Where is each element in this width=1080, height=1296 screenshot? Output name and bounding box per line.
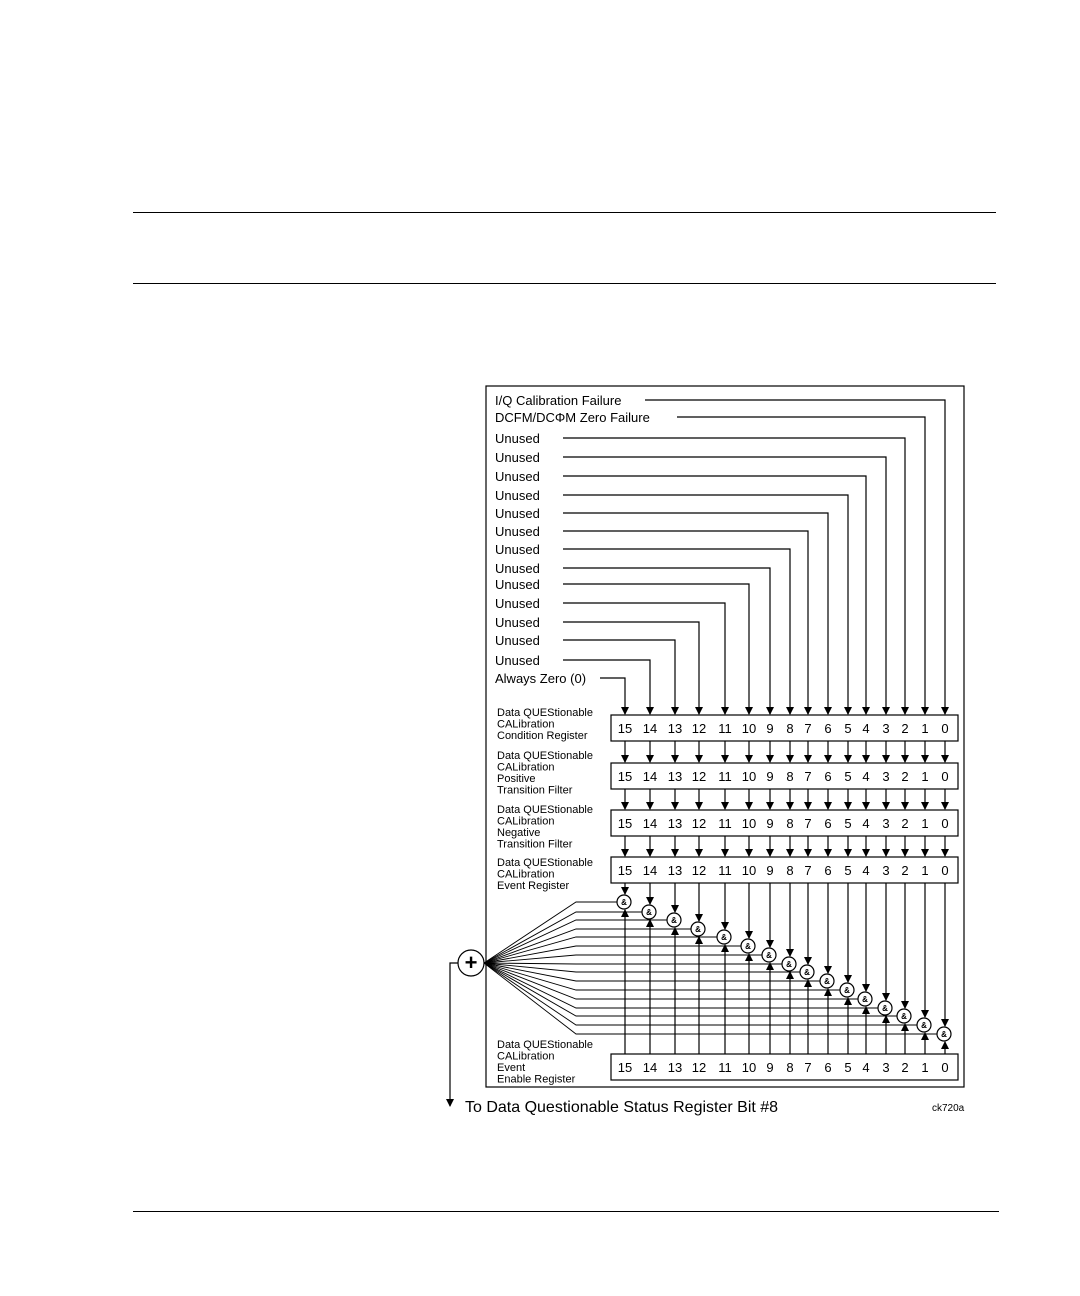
signal-line-bit-12 [563, 622, 699, 714]
signal-label-bit-7: Unused [495, 524, 540, 539]
bit-cell-10: 10 [741, 816, 757, 831]
signal-line-bit-5 [563, 495, 848, 714]
and-gate-symbol: & [621, 898, 627, 907]
bit-cell-15: 15 [617, 769, 633, 784]
bit-cell-9: 9 [766, 863, 774, 878]
signal-line-bit-15 [600, 678, 625, 714]
bit-cell-14: 14 [642, 769, 658, 784]
bit-cell-10: 10 [741, 1060, 757, 1075]
register-label-line: Data QUEStionable [497, 804, 593, 816]
bit-cell-3: 3 [882, 816, 890, 831]
bit-cell-1: 1 [921, 863, 929, 878]
register-label-line: Positive [497, 773, 536, 785]
bit-cell-8: 8 [786, 1060, 794, 1075]
bit-cell-14: 14 [642, 863, 658, 878]
bit-cell-3: 3 [882, 769, 890, 784]
signal-label-bit-10: Unused [495, 577, 540, 592]
signal-label-bit-12: Unused [495, 615, 540, 630]
register-label-line: Condition Register [497, 730, 588, 742]
bit-cell-9: 9 [766, 769, 774, 784]
bit-cell-4: 4 [862, 816, 870, 831]
signal-line-bit-14 [563, 660, 650, 714]
signal-label-bit-4: Unused [495, 469, 540, 484]
bit-cell-7: 7 [804, 769, 812, 784]
bit-cell-2: 2 [901, 721, 909, 736]
bit-cell-5: 5 [844, 721, 852, 736]
and-gate-symbol: & [766, 951, 772, 960]
signal-label-bit-1: DCFM/DCΦM Zero Failure [495, 410, 650, 425]
output-label: To Data Questionable Status Register Bit #8 [465, 1099, 779, 1116]
bit-cell-4: 4 [862, 1060, 870, 1075]
bit-cell-15: 15 [617, 863, 633, 878]
bit-cell-2: 2 [901, 1060, 909, 1075]
bit-cell-13: 13 [667, 769, 683, 784]
and-gate-symbol: & [844, 986, 850, 995]
bit-cell-5: 5 [844, 863, 852, 878]
and-gate-symbol: & [941, 1030, 947, 1039]
signal-line-bit-11 [563, 603, 725, 714]
and-gate-symbol: & [786, 960, 792, 969]
bit-cell-1: 1 [921, 769, 929, 784]
bit-cell-12: 12 [691, 1060, 707, 1075]
bit-cell-5: 5 [844, 1060, 852, 1075]
bit-cell-15: 15 [617, 721, 633, 736]
summary-or-gate [450, 950, 484, 1106]
bit-cell-0: 0 [941, 721, 949, 736]
bit-cell-14: 14 [642, 816, 658, 831]
bit-cell-7: 7 [804, 816, 812, 831]
bit-cell-7: 7 [804, 1060, 812, 1075]
bit-cell-15: 15 [617, 1060, 633, 1075]
and-gate-symbol: & [646, 908, 652, 917]
signal-line-bit-1 [677, 417, 925, 714]
gate-to-or-line-9 [484, 955, 762, 963]
bit-cell-2: 2 [901, 816, 909, 831]
gate-to-or-line-13 [484, 920, 667, 963]
bit-cell-3: 3 [882, 1060, 890, 1075]
signal-label-bit-3: Unused [495, 450, 540, 465]
register-label-line: CALibration [497, 761, 555, 774]
signal-label-bit-2: Unused [495, 431, 540, 446]
bit-cell-12: 12 [691, 721, 707, 736]
bit-cell-12: 12 [691, 769, 707, 784]
bit-cell-4: 4 [862, 769, 870, 784]
and-gate-symbol: & [882, 1004, 888, 1013]
gate-to-or-line-8 [484, 963, 782, 964]
bit-cell-6: 6 [824, 721, 832, 736]
signal-line-bit-0 [645, 400, 945, 714]
bit-cell-10: 10 [741, 863, 757, 878]
registers [497, 707, 958, 1086]
and-gate-symbol: & [745, 942, 751, 951]
register-label-line: Data QUEStionable [497, 750, 593, 762]
signal-label-bit-11: Unused [495, 596, 540, 611]
summary-output-line [450, 963, 458, 1106]
bit-cell-3: 3 [882, 863, 890, 878]
bit-cell-0: 0 [941, 863, 949, 878]
register-label-line: Data QUEStionable [497, 1039, 593, 1051]
register-label-line: Event Register [497, 880, 570, 892]
register-label-line: Event [497, 1062, 526, 1074]
bit-cell-4: 4 [862, 721, 870, 736]
bit-cell-11: 11 [718, 816, 732, 831]
and-gate-symbol: & [921, 1021, 927, 1030]
signal-label-bit-9: Unused [495, 561, 540, 576]
register-label-line: CALibration [497, 868, 555, 881]
gate-to-or-line-3 [484, 963, 878, 1008]
bit-cell-2: 2 [901, 769, 909, 784]
bit-cell-13: 13 [667, 721, 683, 736]
bit-cell-3: 3 [882, 721, 890, 736]
bit-cell-9: 9 [766, 1060, 774, 1075]
bit-cell-11: 11 [718, 863, 732, 878]
bit-cell-7: 7 [804, 721, 812, 736]
bit-cell-12: 12 [691, 816, 707, 831]
and-gate-symbol: & [901, 1012, 907, 1021]
bit-cell-8: 8 [786, 863, 794, 878]
bit-cell-2: 2 [901, 863, 909, 878]
bit-cell-9: 9 [766, 816, 774, 831]
register-label-line: CALibration [497, 1050, 555, 1063]
register-label-line: Transition Filter [497, 784, 573, 797]
register-label-line: Negative [497, 827, 541, 839]
bit-cell-0: 0 [941, 769, 949, 784]
bit-cell-15: 15 [617, 816, 633, 831]
register-label-line: CALibration [497, 718, 555, 731]
bit-cell-8: 8 [786, 816, 794, 831]
bit-cell-13: 13 [667, 816, 683, 831]
register-condition [497, 707, 958, 742]
signal-lines [495, 393, 945, 714]
bit-cell-1: 1 [921, 1060, 929, 1075]
bit-cell-6: 6 [824, 863, 832, 878]
bit-cell-14: 14 [642, 721, 658, 736]
signal-label-bit-15: Always Zero (0) [495, 671, 587, 686]
or-gate-symbol: + [464, 950, 478, 975]
bit-cell-10: 10 [741, 769, 757, 784]
bit-cell-0: 0 [941, 816, 949, 831]
and-gate-symbol: & [721, 933, 727, 942]
signal-label-bit-14: Unused [495, 653, 540, 668]
signal-label-bit-8: Unused [495, 542, 540, 557]
bit-cell-8: 8 [786, 769, 794, 784]
register-event-enable [497, 1039, 958, 1086]
bit-cell-11: 11 [718, 1060, 732, 1075]
signal-label-bit-13: Unused [495, 633, 540, 648]
register-negative-transition [497, 804, 958, 851]
and-gate-symbol: & [671, 916, 677, 925]
bit-cell-8: 8 [786, 721, 794, 736]
register-label-line: Enable Register [497, 1073, 576, 1086]
bit-cell-4: 4 [862, 863, 870, 878]
signal-line-bit-6 [563, 513, 828, 714]
signal-label-bit-5: Unused [495, 488, 540, 503]
signal-label-bit-6: Unused [495, 506, 540, 521]
register-label-line: Transition Filter [497, 838, 573, 851]
signal-label-bit-0: I/Q Calibration Failure [495, 393, 622, 408]
and-gate-symbol: & [804, 968, 810, 977]
bit-cell-12: 12 [691, 863, 707, 878]
register-label-line: Data QUEStionable [497, 857, 593, 869]
bit-cell-10: 10 [741, 721, 757, 736]
and-gate-symbol: & [824, 977, 830, 986]
signal-line-bit-8 [563, 549, 790, 714]
bit-cell-6: 6 [824, 769, 832, 784]
bit-cell-14: 14 [642, 1060, 658, 1075]
bit-cell-1: 1 [921, 816, 929, 831]
signal-line-bit-2 [563, 438, 905, 714]
register-label-line: CALibration [497, 815, 555, 828]
bit-cell-11: 11 [718, 769, 732, 784]
figure-id: ck720a [932, 1103, 965, 1114]
bit-cell-1: 1 [921, 721, 929, 736]
bit-cell-6: 6 [824, 816, 832, 831]
bit-cell-11: 11 [718, 721, 732, 736]
register-positive-transition [497, 750, 958, 797]
bit-cell-13: 13 [667, 1060, 683, 1075]
bit-cell-6: 6 [824, 1060, 832, 1075]
bit-cell-7: 7 [804, 863, 812, 878]
and-gates [484, 883, 951, 1054]
bit-cell-13: 13 [667, 863, 683, 878]
bit-cell-9: 9 [766, 721, 774, 736]
signal-line-bit-9 [563, 568, 770, 714]
bit-cell-5: 5 [844, 816, 852, 831]
bit-cell-5: 5 [844, 769, 852, 784]
bit-cell-0: 0 [941, 1060, 949, 1075]
and-gate-symbol: & [695, 925, 701, 934]
register-label-line: Data QUEStionable [497, 707, 593, 719]
register-event [497, 857, 958, 892]
and-gate-symbol: & [862, 995, 868, 1004]
